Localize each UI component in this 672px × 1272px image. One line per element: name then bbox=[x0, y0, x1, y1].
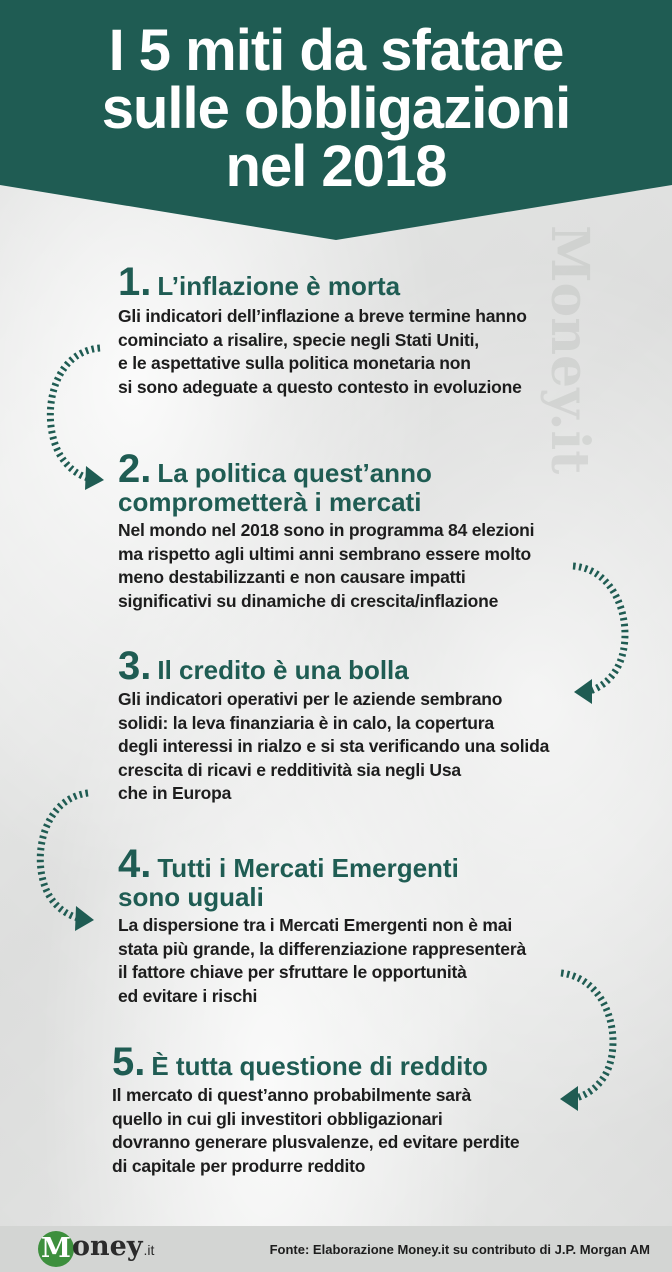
myth-body: Nel mondo nel 2018 sono in programma 84 elezioni ma rispetto agli ultimi anni sembrano essere molto meno destabilizzanti e non causare impatti significativi su dinamiche di crescita/inflazione bbox=[118, 520, 535, 611]
myth-title: 2. La politica quest’anno comprometterà i mercati bbox=[118, 447, 432, 517]
logo-wordmark: oney bbox=[72, 1231, 143, 1262]
myth-body: La dispersione tra i Mercati Emergenti non è mai stata più grande, la differenziazione rappresenterà il fattore chiave per sfruttare le opportunità ed evitare i rischi bbox=[118, 915, 526, 1006]
source-credit: Fonte: Elaborazione Money.it su contributo di J.P. Morgan AM bbox=[269, 1242, 650, 1257]
myth-number: 1. bbox=[118, 260, 152, 304]
myth-body: Gli indicatori dell’inflazione a breve termine hanno cominciato a risalire, specie negli Stati Uniti, e le aspettative sulla politica monetaria non si sono adeguate a questo contesto in evoluzione bbox=[118, 306, 527, 397]
page-title bbox=[0, 18, 672, 199]
logo-suffix: .it bbox=[143, 1242, 155, 1258]
myth-number: 4. bbox=[118, 842, 152, 886]
myth-body: Gli indicatori operativi per le aziende sembrano solidi: la leva finanziaria è in calo, la copertura degli interessi in rialzo e si sta verificando una solida crescita di ricavi e redditività sia negli Usa che in Europa bbox=[118, 689, 550, 803]
myth-item-5 bbox=[112, 1040, 520, 1178]
myth-title: 3. Il credito è una bolla bbox=[118, 644, 409, 688]
myth-item-1 bbox=[118, 260, 527, 399]
myth-body: Il mercato di quest’anno probabilmente sarà quello in cui gli investitori obbligazionari dovranno generare plusvalenze, ed evitare perdite di capitale per produrre reddito bbox=[112, 1085, 520, 1176]
myth-title: 5. È tutta questione di reddito bbox=[112, 1040, 488, 1084]
myth-item-4 bbox=[118, 842, 526, 1008]
curved-arrow-icon bbox=[556, 965, 636, 1115]
curved-arrow-icon bbox=[568, 558, 648, 708]
myth-number: 2. bbox=[118, 447, 152, 491]
watermark-logo: Money.it bbox=[539, 225, 600, 475]
brand-logo bbox=[38, 1229, 154, 1269]
curved-arrow-icon bbox=[30, 340, 110, 490]
title-line: I 5 miti da sfatare bbox=[108, 18, 564, 83]
myth-title: 4. Tutti i Mercati Emergenti sono uguali bbox=[118, 842, 459, 912]
logo-mark: M bbox=[38, 1231, 74, 1267]
myth-item-3 bbox=[118, 644, 550, 806]
myth-number: 5. bbox=[112, 1040, 146, 1084]
myth-item-2 bbox=[118, 447, 535, 613]
myth-title: 1. L’inflazione è morta bbox=[118, 260, 401, 304]
curved-arrow-icon bbox=[22, 785, 102, 935]
myth-number: 3. bbox=[118, 644, 152, 688]
title-line: nel 2018 bbox=[225, 134, 447, 199]
title-line: sulle obbligazioni bbox=[101, 76, 571, 141]
